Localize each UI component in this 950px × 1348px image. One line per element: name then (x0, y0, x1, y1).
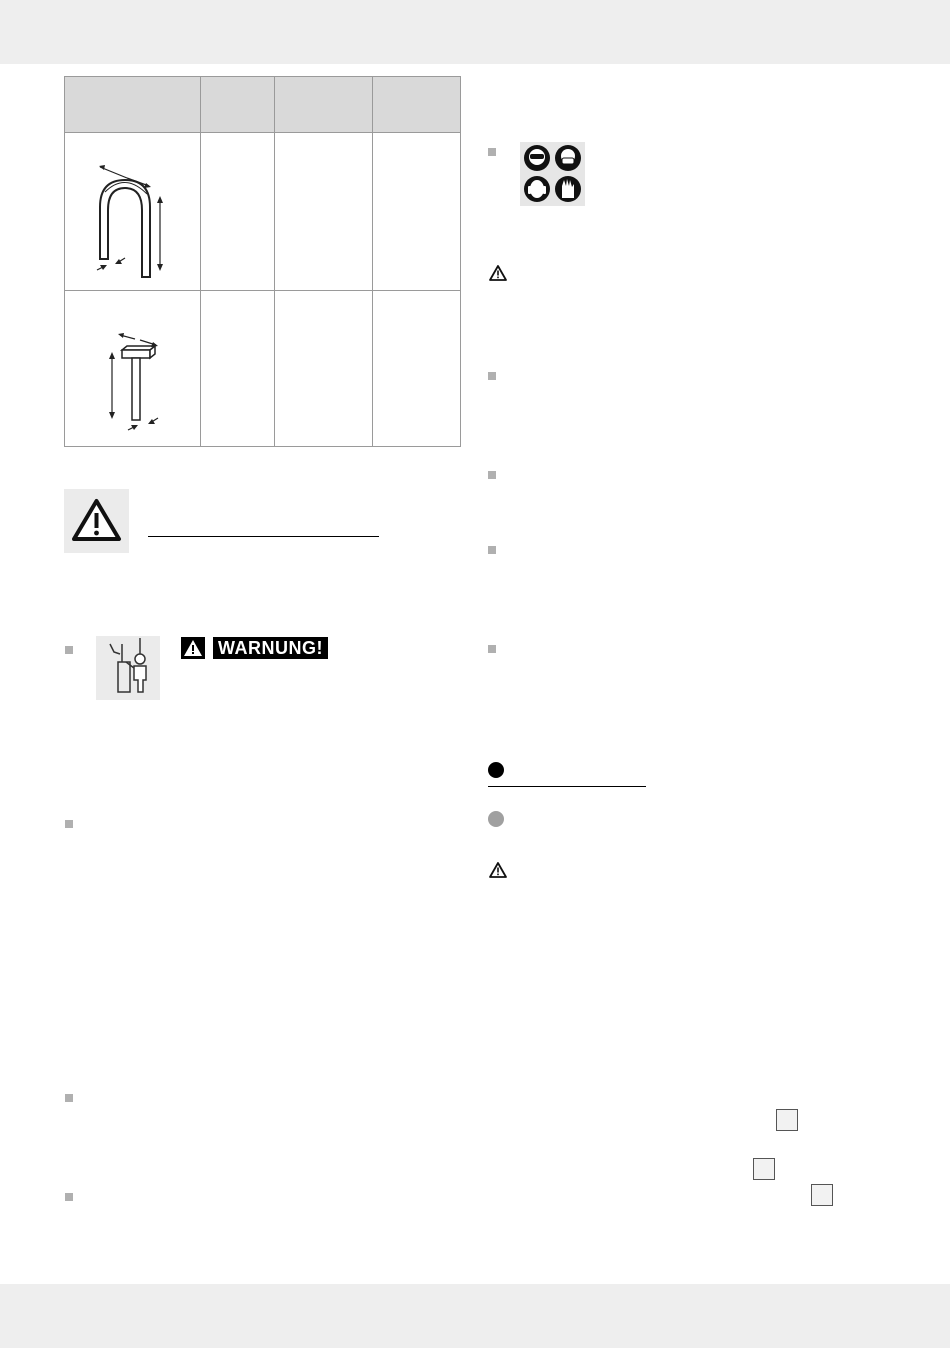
reference-number-box (753, 1158, 775, 1180)
warning-triangle-small-icon (488, 264, 508, 282)
step-dot-black (488, 762, 504, 778)
list-bullet (488, 645, 496, 653)
table-row-divider (65, 290, 460, 291)
list-bullet (488, 148, 496, 156)
warning-small-icon (181, 637, 205, 659)
list-bullet (65, 1193, 73, 1201)
section-heading-underline (148, 536, 379, 537)
list-bullet (488, 546, 496, 554)
protective-equipment-icon (520, 142, 585, 206)
u-staple-icon (85, 162, 175, 282)
warning-triangle-icon (64, 489, 129, 553)
staple-table (64, 76, 461, 447)
list-bullet (65, 646, 73, 654)
child-hazard-icon (96, 636, 160, 700)
table-col-divider (274, 77, 275, 446)
reference-number-box (776, 1109, 798, 1131)
t-nail-icon (100, 332, 175, 442)
list-bullet (488, 471, 496, 479)
table-col-divider (372, 77, 373, 446)
subsection-underline (488, 786, 646, 787)
warning-label: WARNUNG! (213, 637, 328, 659)
step-dot-grey (488, 811, 504, 827)
table-col-divider (200, 77, 201, 446)
top-band (0, 0, 950, 64)
list-bullet (65, 820, 73, 828)
bottom-band (0, 1284, 950, 1348)
list-bullet (65, 1094, 73, 1102)
warning-triangle-small-icon (488, 861, 508, 879)
table-header (65, 77, 460, 133)
reference-number-box (811, 1184, 833, 1206)
list-bullet (488, 372, 496, 380)
